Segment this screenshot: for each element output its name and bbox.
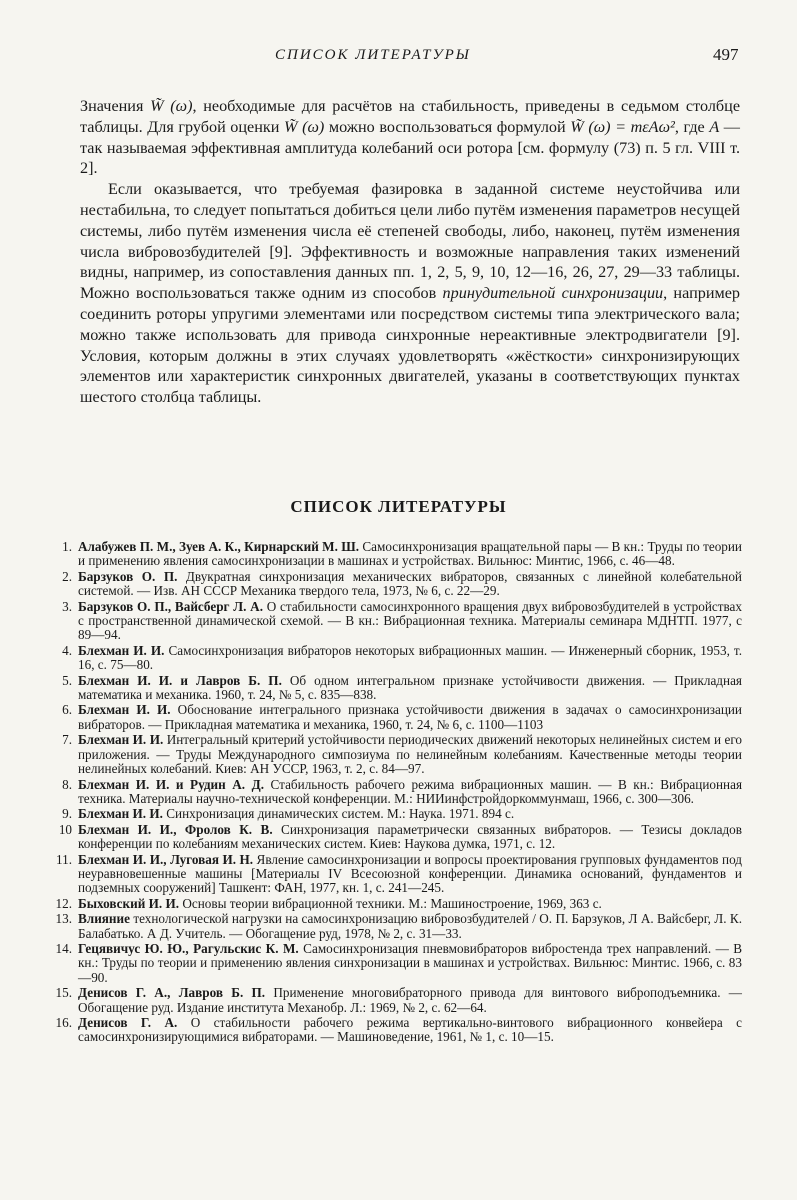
reference-item [48, 644, 742, 673]
p1-text-g: , где [674, 117, 710, 136]
reference-text: Самосинхронизация вращательной пары — В кн.: Труды по теории и применению явления самосинхронизации в машинах и устройствах. Вильнюс: Минтис, 1966, с. 46—48. [78, 539, 742, 569]
p1-text-e: можно воспользоваться формулой [324, 117, 571, 136]
reference-item [48, 1016, 742, 1045]
body-text [80, 96, 740, 408]
section-title: СПИСОК ЛИТЕРАТУРЫ [290, 497, 507, 516]
reference-text: Основы теории вибрационной техники. М.: Машиностроение, 1969, 363 с. [179, 895, 602, 911]
p2-text-a: Если оказывается, что требуемая фазировка в заданной системе неустойчива или нестабильна, то следует попытаться добиться цели либо путём изменения параметров несущей системы, либо путём изменения числа её степеней свободы, либо, наконец, путём изменения числа вибровозбудителей [9]. Эффективность и возможные направления таких изменений видны, например, из сопоставления данных пп. 1, 2, 5, 9, 10, 12—16, 26, 27, 29—33 таблицы. Можно воспользоваться также одним из способов [80, 180, 740, 303]
p1-formula-w2: W̃ (ω) [284, 117, 325, 136]
reference-item [48, 703, 742, 732]
reference-number: 6. [62, 702, 72, 718]
reference-text: Стабильность рабочего режима вибрационных машин. — В кн.: Вибрационная техника. Материалы научно-технической конференции. М.: НИИинфстройдоркоммунмаш, 1966, с. 300—306. [78, 776, 743, 806]
reference-text: Об одном интегральном признаке устойчивости движения. — Прикладная математика и механика. 1960, т. 24, № 5, с. 835—838. [78, 672, 742, 703]
reference-item [48, 600, 742, 643]
reference-item [48, 853, 742, 896]
p1-symbol-a: A [709, 117, 720, 136]
reference-text: Синхронизация параметрически связанных вибраторов. — Тезисы докладов конференции по колебаниям механических систем. Киев: Наукова думка, 1971, с. 12. [78, 821, 742, 852]
reference-authors: Барзуков О. П. [78, 568, 178, 584]
p2-text-c: , например соединить роторы упругими элементами или посредством системы типа электрического вала; можно также использовать для привода синхронные нереактивные электродвигатели [9]. Условия, которым должны в этих случаях удовлетворять «жёсткости» синхронизирующих элементов или характеристик синхронных двигателей, указаны в соответствующих пунктах шестого столбца таблицы. [80, 284, 741, 407]
reference-text: Самосинхронизация вибраторов некоторых вибрационных машин. — Инженерный сборник, 1953, т. 16, с. 75—80. [78, 642, 742, 673]
reference-number: 9. [62, 806, 72, 822]
reference-number: 11. [56, 851, 72, 867]
reference-text: Самосинхронизация пневмовибраторов вибростенда трех направлений. — В кн.: Труды по теории и применению явления синхронизации в машинах и устройствах. Вильнюс: Минтис. 1966, с. 83—90. [78, 940, 742, 985]
reference-authors: Блехман И. И. [78, 732, 164, 748]
reference-item [48, 912, 742, 941]
p1-formula-w: W̃ (ω) [150, 97, 193, 115]
reference-item [48, 674, 742, 703]
page-number: 497 [713, 45, 739, 64]
reference-authors: Гецявичус Ю. Ю., Рагульскис К. М. [78, 940, 299, 956]
reference-number: 4. [62, 642, 72, 658]
running-title: СПИСОК ЛИТЕРАТУРЫ [275, 47, 471, 63]
reference-text: О стабильности рабочего режима вертикально-винтового вибрационного конвейера с самосинхронизирующимися вибраторами. — Машиноведение, 1961, № 1, с. 10—15. [78, 1015, 742, 1045]
reference-text: Интегральный критерий устойчивости периодических движений некоторых нелинейных систем и его приложения. — Труды Международного симпозиума по нелинейным колебаниям. Качественные методы теории нелинейных колебаний. Киев: АН УССР, 1963, т. 2, с. 84—97. [78, 732, 742, 777]
reference-number: 15. [55, 985, 72, 1001]
reference-authors: Блехман И. И. [78, 806, 163, 822]
reference-authors: Блехман И. И. [78, 642, 165, 658]
reference-list [48, 540, 742, 1046]
reference-number: 12. [55, 895, 72, 911]
reference-number: 14. [55, 940, 72, 956]
reference-text: Синхронизация динамических систем. М.: Наука. 1971. 894 с. [162, 806, 515, 822]
reference-number: 16. [55, 1015, 72, 1030]
p2-emphasis: принудительной синхронизации [442, 284, 664, 303]
reference-authors: Денисов Г. А. [78, 1015, 178, 1030]
reference-item [48, 570, 742, 599]
reference-number: 8. [62, 776, 72, 792]
reference-authors: Быховский И. И. [78, 895, 180, 911]
reference-text: Применение многовибраторного привода для винтового виброподъемника. — Обогащение руд. Издание института Механобр. Л.: 1969, № 2, с. 62—64. [78, 985, 742, 1015]
reference-authors: Блехман И. И., Луговая И. Н. [78, 851, 254, 867]
reference-item [48, 823, 742, 852]
reference-text: Двукратная синхронизация механических вибраторов, связанных с линейной колебательной системой. — Изв. АН СССР Механика твердого тела, 1973, № 6, с. 22—29. [78, 568, 742, 599]
reference-authors: Денисов Г. А., Лавров Б. П. [78, 985, 266, 1001]
reference-item [48, 942, 742, 985]
p1-formula-estimate: W̃ (ω) = mεAω² [570, 117, 675, 136]
reference-text: Явление самосинхронизации и вопросы проектирования групповых фундаментов под неуравновешенные машины [Материалы IV Всесоюзной конференции. Динамика оснований, фундаментов и подземных сооружений] Ташкент: ФАН, 1977, кн. 1, с. 241—245. [78, 851, 742, 896]
body-paragraph-2 [80, 179, 740, 408]
reference-authors: Алабужев П. М., Зуев А. К., Кирнарский М. Ш. [78, 539, 359, 554]
reference-number: 3. [62, 598, 72, 614]
reference-item [48, 807, 742, 821]
body-paragraph-1 [80, 96, 740, 179]
reference-number: 10 [58, 821, 72, 837]
reference-item [48, 733, 742, 776]
reference-number: 1. [62, 539, 72, 554]
reference-number: 7. [62, 732, 72, 748]
p1-text-c: , необходимые для расчётов на стабильность, приведены в седьмом столбце таблицы. Для грубой оценки [80, 97, 741, 136]
reference-authors: Блехман И. И., Фролов К. В. [78, 821, 273, 837]
p1-text-i: — так называемая эффективная амплитуда колебаний оси ротора [см. формулу (73) п. 5 гл. VIII т. 2]. [80, 117, 740, 178]
reference-item [48, 540, 742, 569]
reference-item [48, 897, 742, 911]
p1-text-a: Значения [80, 97, 151, 115]
reference-authors: Барзуков О. П., Вайсберг Л. А. [78, 598, 263, 614]
reference-authors: Блехман И. И. и Рудин А. Д. [78, 776, 264, 792]
reference-authors: Влияние [78, 911, 130, 927]
reference-item [48, 778, 742, 807]
reference-authors: Блехман И. И. [78, 702, 171, 718]
reference-text: Обоснование интегрального признака устойчивости движения в задачах о самосинхронизации вибраторов. — Прикладная математика и механика, 1960, т. 24, № 6, с. 1100—1103 [78, 702, 742, 732]
reference-number: 2. [62, 568, 72, 584]
reference-item [48, 986, 742, 1015]
reference-text: О стабильности самосинхронного вращения двух вибровозбудителей в устройствах с пространственной динамической схемой. — В кн.: Вибрационная техника. Материалы семинара МДНТП. 1977, с 89—94. [78, 598, 742, 643]
reference-number: 5. [62, 672, 72, 688]
reference-number: 13. [55, 911, 72, 927]
reference-authors: Блехман И. И. и Лавров Б. П. [78, 672, 282, 688]
reference-text: технологической нагрузки на самосинхронизацию вибровозбудителей / О. П. Барзуков, Л А. Вайсберг, Л. К. Балабатько. А Д. Учитель. — Обогащение руд, 1978, № 2, с. 31—33. [78, 911, 742, 941]
